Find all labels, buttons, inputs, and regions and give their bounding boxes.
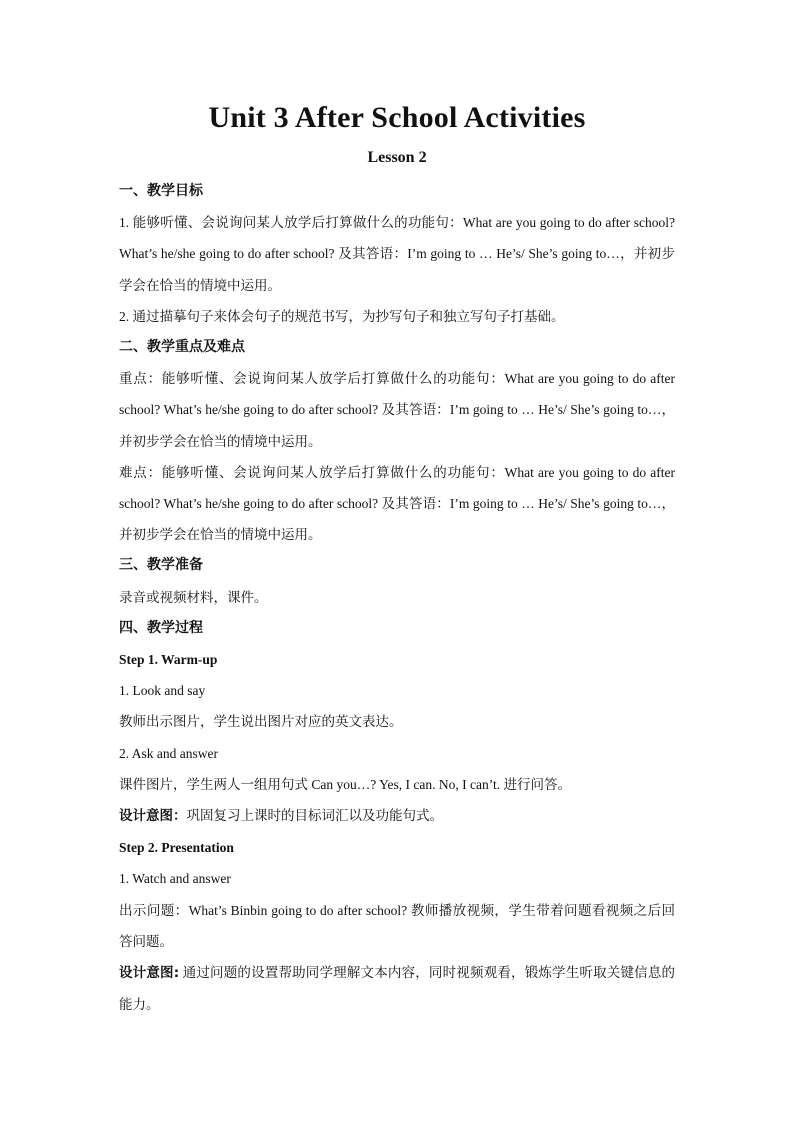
section-heading-preparation: 三、教学准备 [119,557,203,574]
step-1-activity-2-title: 2. Ask and answer [119,745,218,761]
step-1-activity-1-text: 教师出示图片，学生说出图片对应的英文表达。 [119,714,403,730]
step-2-activity-1-title: 1. Watch and answer [119,871,231,887]
preparation-text: 录音或视频材料，课件。 [119,589,268,605]
section-heading-key-points: 二、教学重点及难点 [119,339,245,356]
document-content [119,96,675,1020]
step-1-title: Step 1. Warm-up [119,652,218,668]
step-1-intent-label: 设计意图： [119,808,187,825]
step-2-title: Step 2. Presentation [119,840,234,856]
section-heading-process: 四、教学过程 [119,619,203,636]
step-2-intent-text: 通过问题的设置帮助同学理解文本内容，同时视频观看，锻炼学生听取关键信息的能力。 [119,965,675,1013]
objective-item-2: 2. 通过描摹句子来体会句子的规范书写，为抄写句子和独立写句子打基础。 [119,308,565,324]
step-1-intent [119,800,675,832]
step-2-intent [119,957,675,1020]
step-2-intent-label: 设计意图: [119,965,180,982]
document-title: Unit 3 After School Activities [208,101,586,134]
objective-item-1: 1. 能够听懂、会说询问某人放学后打算做什么的功能句：What are you going to do after school? What’s he/she going to do after school? 及其答语：I’m going to … He’s/ She’s going to…，并初步学会在恰当的情境中运用。 [119,215,675,293]
key-point-text: 重点：能够听懂、会说询问某人放学后打算做什么的功能句：What are you going to do after school? What’s he/she going to do after school? 及其答语：I’m going to … He’s/ She’s going to…，并初步学会在恰当的情境中运用。 [119,371,675,449]
step-1-intent-text: 巩固复习上课时的目标词汇以及功能句式。 [186,808,443,824]
difficult-point-text: 难点：能够听懂、会说询问某人放学后打算做什么的功能句：What are you going to do after school? What’s he/she going to do after school? 及其答语：I’m going to … He’s/ She’s going to…，并初步学会在恰当的情境中运用。 [119,464,675,543]
step-2-activity-1-text: 出示问题：What’s Binbin going to do after school? 教师播放视频，学生带着问题看视频之后回答问题。 [119,902,675,949]
step-1-activity-1-title: 1. Look and say [119,683,206,699]
section-heading-objectives: 一、教学目标 [119,183,203,199]
step-1-activity-2-text: 课件图片，学生两人一组用句式 Can you…? Yes, I can. No, I can’t. 进行问答。 [119,776,571,792]
document-subtitle: Lesson 2 [367,149,427,166]
